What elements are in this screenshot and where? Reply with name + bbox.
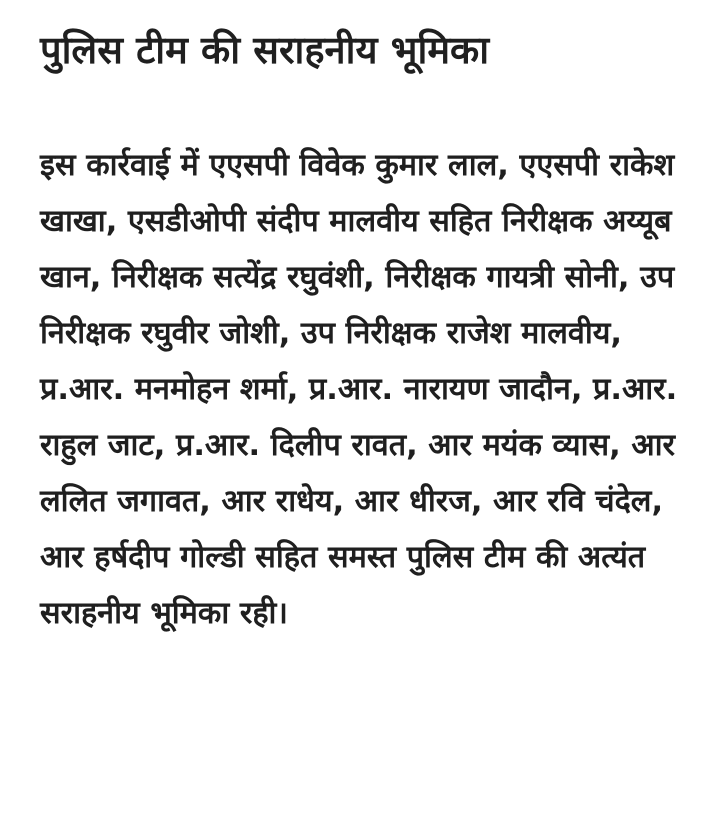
- article: [40, 22, 700, 642]
- article-body: इस कार्रवाई में एएसपी विवेक कुमार लाल, एएसपी राकेश खाखा, एसडीओपी संदीप मालवीय सहित निरीक्षक अय्यूब खान, निरीक्षक सत्येंद्र रघुवंशी, निरीक्षक गायत्री सोनी, उप निरीक्षक रघुवीर जोशी, उप निरीक्षक राजेश मालवीय, प्र.आर. मनमोहन शर्मा, प्र.आर. नारायण जादौन, प्र.आर. राहुल जाट, प्र.आर. दिलीप रावत, आर मयंक व्यास, आर ललित जगावत, आर राधेय, आर धीरज, आर रवि चंदेल, आर हर्षदीप गोल्डी सहित समस्त पुलिस टीम की अत्यंत सराहनीय भूमिका रही।: [40, 148, 678, 631]
- headline: पुलिस टीम की सराहनीय भूमिका: [40, 28, 490, 72]
